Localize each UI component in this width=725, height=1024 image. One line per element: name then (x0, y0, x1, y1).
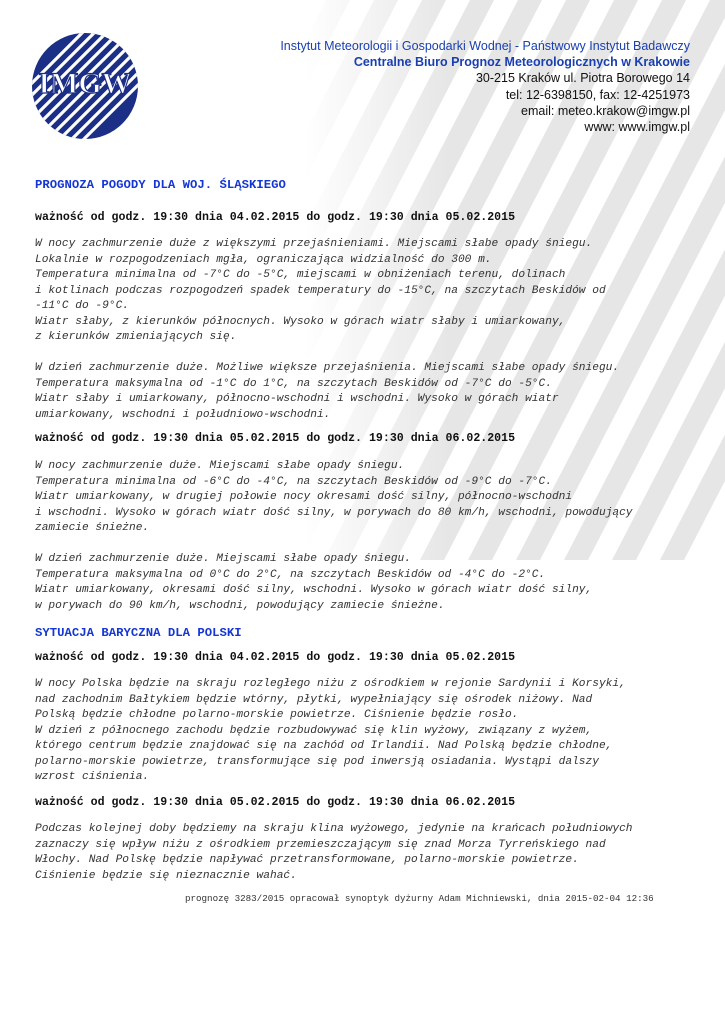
synoptic-validity-2: ważność od godz. 19:30 dnia 05.02.2015 do godz. 19:30 dnia 06.02.2015 (35, 796, 516, 809)
synoptic-validity-1: ważność od godz. 19:30 dnia 04.02.2015 do godz. 19:30 dnia 05.02.2015 (35, 651, 516, 664)
address: 30-215 Kraków ul. Piotra Borowego 14 (475, 71, 690, 86)
forecast-day-1: W dzień zachmurzenie duże. Możliwe większe przejaśnienia. Miejscami słabe opady śniegu. Temperatura maksymalna od -1°C do 1°C, na szczytach Beskidów od -7°C do -5°C. Wiatr słaby i umiarkowany, północno-wschodni i wschodni. Wysoko w górach wiatr umiarkowany, wschodni i południowo-wschodni. (35, 362, 620, 421)
synoptic-text-1: W nocy Polska będzie na skraju rozległego niżu z ośrodkiem w rejonie Sardynii i Korsyki, nad zachodnim Bałtykiem będzie wtórny, płytki, wypełniający się ośrodek niżowy. Nad Polską będzie chłodne polarno-morskie powietrze. Ciśnienie będzie rosło. W dzień z północnego zachodu będzie rozbudowywać się klin wyżowy, związany z wyżem, którego centrum będzie znajdować się na zachód od Irlandii. Nad Polską będzie chłodne, polarno-morskie powietrze, transformujące się pod inwersją osiadania. Wystąpi dalszy wzrost ciśnienia. (35, 678, 626, 783)
website: www: www.imgw.pl (584, 120, 690, 135)
forecast-night-2: W nocy zachmurzenie duże. Miejscami słabe opady śniegu. Temperatura minimalna od -6°C do -4°C, na szczytach Beskidów od -9°C do -7°C. Wiatr umiarkowany, w drugiej połowie nocy okresami dość silny, północno-wschodni i wschodni. Wysoko w górach wiatr dość silny, w porywach do 80 km/h, wschodni, powodujący zamiecie śnieżne. (35, 460, 633, 534)
bureau-name: Centralne Biuro Prognoz Meteorologicznych w Krakowie (353, 55, 690, 70)
forecast-night-1: W nocy zachmurzenie duże z większymi przejaśnieniami. Miejscami słabe opady śniegu. Lokalnie w rozpogodzeniach mgła, ograniczająca widzialność do 300 m. Temperatura minimalna od -7°C do -5°C, miejscami w obniżeniach terenu, dolinach i kotlinach podczas rozpogodzeń spadek temperatury do -15°C, na szczytach Beskidów od -11°C do -9°C. Wiatr słaby, z kierunków północnych. Wysoko w górach wiatr słaby i umiarkowany, z kierunków zmieniających się. (35, 238, 606, 343)
forecast-day-2: W dzień zachmurzenie duże. Miejscami słabe opady śniegu. Temperatura maksymalna od 0°C do 2°C, na szczytach Beskidów od -4°C do -2°C. Wiatr umiarkowany, okresami dość silny, wschodni. Wysoko w górach wiatr dość silny, w porywach do 90 km/h, wschodni, powodujący zamiecie śnieżne. (35, 553, 593, 612)
institute-header (280, 38, 690, 135)
logo-text: IMGW (38, 67, 132, 100)
institute-name: Instytut Meteorologii i Gospodarki Wodnej - Państwowy Instytut Badawczy (280, 39, 690, 53)
synoptic-text-2: Podczas kolejnej doby będziemy na skraju klina wyżowego, jedynie na krańcach południowych zaznaczy się wpływ niżu z ośrodkiem przemieszczającym się znad Morza Tyrreńskiego nad Włochy. Nad Polskę będzie napływać przetransformowane, polarno-morskie powietrze. Ciśnienie będzie się nieznacznie wahać. (35, 823, 633, 882)
forecast-footer: prognozę 3283/2015 opracował synoptyk dyżurny Adam Michniewski, dnia 2015-02-04 12:36 (185, 893, 654, 904)
forecast-title: PROGNOZA POGODY DLA WOJ. ŚLĄSKIEGO (35, 178, 286, 192)
imgw-logo (32, 33, 138, 139)
synoptic-title: SYTUACJA BARYCZNA DLA POLSKI (35, 626, 242, 640)
phone-fax: tel: 12-6398150, fax: 12-4251973 (505, 87, 690, 102)
email: email: meteo.krakow@imgw.pl (521, 103, 690, 118)
forecast-validity-2: ważność od godz. 19:30 dnia 05.02.2015 do godz. 19:30 dnia 06.02.2015 (35, 432, 516, 445)
forecast-validity-1: ważność od godz. 19:30 dnia 04.02.2015 do godz. 19:30 dnia 05.02.2015 (35, 211, 516, 224)
